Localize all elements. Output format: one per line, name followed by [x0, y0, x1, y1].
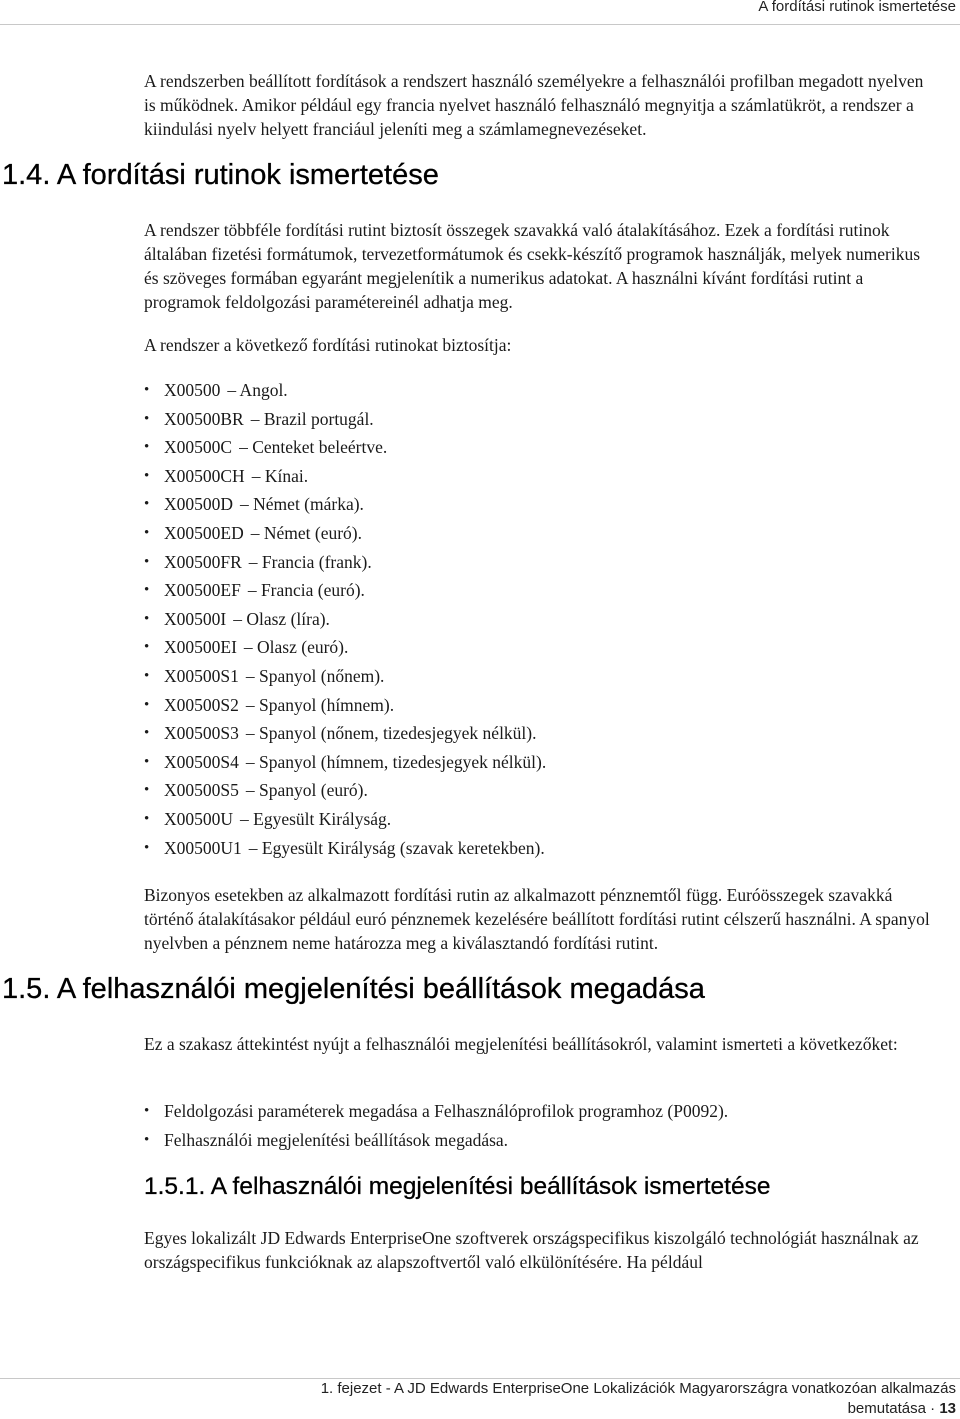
routine-list-item [144, 376, 546, 405]
routine-description: – Német (euró). [250, 522, 362, 543]
bullet-icon: • [144, 553, 150, 570]
routine-description: – Egyesült Királyság. [240, 808, 392, 829]
routine-description: – Német (márka). [240, 494, 364, 515]
routine-description: – Spanyol (nőnem, tizedesjegyek nélkül). [245, 723, 537, 744]
section-1-4-paragraph-1: A rendszer többféle fordítási rutint biztosít összegek szavakká való átalakításához. Ezek a fordítási rutinok általában fizetési formátumok, tervezetformátumok és csekk-készítő programok használják, melyek numerikus és szöveges formában egyaránt megjelenítik a numerikus adatokat. A használni kívánt fordítási rutint a programok feldolgozási paramétereinél adhatja meg. [144, 220, 921, 312]
intro-paragraph: A rendszerben beállított fordítások a rendszert használó személyekre a felhasználói profilban megadott nyelven is működnek. Amikor például egy francia nyelvet használó felhasználó megnyitja a számlatükröt, a rendszer a kiindulási nyelv helyett franciául jeleníti meg a számlamegnevezéseket. [144, 71, 924, 139]
bullet-icon: • [144, 839, 150, 856]
bullet-icon: • [144, 467, 150, 484]
routine-description: – Spanyol (nőnem). [245, 665, 385, 686]
routine-list-item [144, 748, 546, 777]
routine-code: X00500BR [164, 408, 244, 429]
routine-list-item [144, 433, 546, 462]
routine-code: X00500FR [164, 551, 242, 572]
routine-description: – Francia (euró). [247, 580, 365, 601]
routine-list-item [144, 719, 546, 748]
routine-description: – Kínai. [251, 465, 309, 486]
section-1-4-heading: 1.4. A fordítási rutinok ismertetése [2, 159, 439, 191]
footer-chapter-title: 1. fejezet - A JD Edwards EnterpriseOne Lokalizációk Magyarországra vonatkozóan alkalmazás [320, 1380, 956, 1397]
bullet-icon: • [144, 667, 150, 684]
routine-description: – Centeket beleértve. [239, 437, 388, 458]
section-1-5-paragraph-1: Ez a szakasz áttekintést nyújt a felhasználói megjelenítési beállításokról, valamint ismerteti a következőket: [144, 1034, 898, 1054]
routine-code: X00500U1 [164, 837, 242, 858]
routine-list-item [144, 776, 546, 805]
routine-list-item [144, 519, 546, 548]
routine-code: X00500I [164, 608, 227, 629]
routine-list-item [144, 548, 546, 577]
footer-line-2 [321, 1399, 956, 1419]
routine-code: X00500C [164, 437, 233, 458]
header-rule [0, 24, 960, 25]
routine-code: X00500EF [164, 580, 241, 601]
routine-description: – Brazil portugál. [250, 408, 374, 429]
routine-description: – Spanyol (euró). [245, 780, 368, 801]
bullet-icon: • [144, 810, 150, 827]
routine-description: – Egyesült Királyság (szavak keretekben). [248, 837, 545, 858]
section-1-5-body [144, 1032, 934, 1056]
routine-code: X00500S1 [164, 665, 239, 686]
running-header: A fordítási rutinok ismertetése [758, 0, 956, 15]
routine-code: X00500S3 [164, 723, 239, 744]
routine-list [144, 376, 546, 862]
bullet-icon: • [144, 696, 150, 713]
section-1-5-1-body [144, 1226, 934, 1274]
routine-code: X00500U [164, 808, 234, 829]
routine-code: X00500ED [164, 522, 244, 543]
bullet-icon: • [144, 1103, 150, 1119]
settings-item-text: Feldolgozási paraméterek megadása a Felhasználóprofilok programhoz (P0092). [164, 1101, 729, 1121]
routine-description: – Spanyol (hímnem). [245, 694, 395, 715]
settings-list-item [144, 1097, 728, 1126]
settings-list [144, 1097, 728, 1154]
routine-code: X00500S4 [164, 751, 239, 772]
routine-list-item [144, 834, 546, 863]
page-footer [321, 1379, 956, 1419]
routine-list-item [144, 691, 546, 720]
section-1-5-heading: 1.5. A felhasználói megjelenítési beállítások megadása [2, 973, 705, 1005]
page-number: 13 [939, 1400, 956, 1417]
bullet-icon: • [144, 524, 150, 541]
bullet-icon: • [144, 782, 150, 799]
section-1-5-1-heading: 1.5.1. A felhasználói megjelenítési beállítások ismertetése [144, 1173, 771, 1200]
routine-code: X00500EI [164, 637, 237, 658]
section-1-4-paragraph-2: A rendszer a következő fordítási rutinokat biztosítja: [144, 335, 512, 355]
bullet-icon: • [144, 753, 150, 770]
settings-item-text: Felhasználói megjelenítési beállítások megadása. [164, 1129, 509, 1150]
bullet-icon: • [144, 582, 150, 599]
routine-list-item [144, 605, 546, 634]
routine-list-item [144, 462, 546, 491]
section-1-4-paragraph-3: Bizonyos esetekben az alkalmazott fordítási rutin az alkalmazott pénznemtől függ. Euróösszegek szavakká történő átalakításakor például euró pénznemek kezelésére beállított fordítási rutint célszerű használni. A spanyol nyelvben a pénznem neme határozza meg a kiválasztandó fordítási rutint. [144, 885, 930, 953]
routine-list-item [144, 405, 546, 434]
bullet-icon: • [144, 639, 150, 656]
section-1-4-body [144, 218, 934, 314]
footer-separator: · [930, 1400, 936, 1417]
routine-code: X00500 [164, 380, 221, 400]
routine-description: – Olasz (líra). [233, 608, 330, 629]
settings-list-item [144, 1126, 728, 1155]
footer-chapter-title-cont: bemutatása [847, 1400, 926, 1417]
routine-list-item [144, 805, 546, 834]
bullet-icon: • [144, 610, 150, 627]
bullet-icon: • [144, 439, 150, 456]
routine-list-item [144, 490, 546, 519]
routine-description: – Francia (frank). [248, 551, 372, 572]
routine-code: X00500S5 [164, 780, 239, 801]
routine-description: – Olasz (euró). [243, 637, 349, 658]
section-1-4-lead [144, 333, 934, 357]
intro-section [144, 69, 934, 141]
bullet-icon: • [144, 725, 150, 742]
bullet-icon: • [144, 496, 150, 513]
bullet-icon: • [144, 410, 150, 427]
routine-code: X00500D [164, 494, 234, 515]
routine-description: – Angol. [227, 380, 288, 400]
bullet-icon: • [144, 382, 150, 398]
routine-list-item [144, 662, 546, 691]
section-1-4-closing [144, 883, 934, 955]
routine-description: – Spanyol (hímnem, tizedesjegyek nélkül). [245, 751, 547, 772]
bullet-icon: • [144, 1131, 150, 1148]
routine-list-item [144, 633, 546, 662]
section-1-5-1-paragraph-1: Egyes lokalizált JD Edwards EnterpriseOne szoftverek országspecifikus kiszolgáló technológiát használnak az országspecifikus funkcióknak az alapszoftvertől való elkülönítésére. Ha például [144, 1228, 919, 1272]
routine-list-item [144, 576, 546, 605]
routine-code: X00500S2 [164, 694, 239, 715]
routine-code: X00500CH [164, 465, 245, 486]
